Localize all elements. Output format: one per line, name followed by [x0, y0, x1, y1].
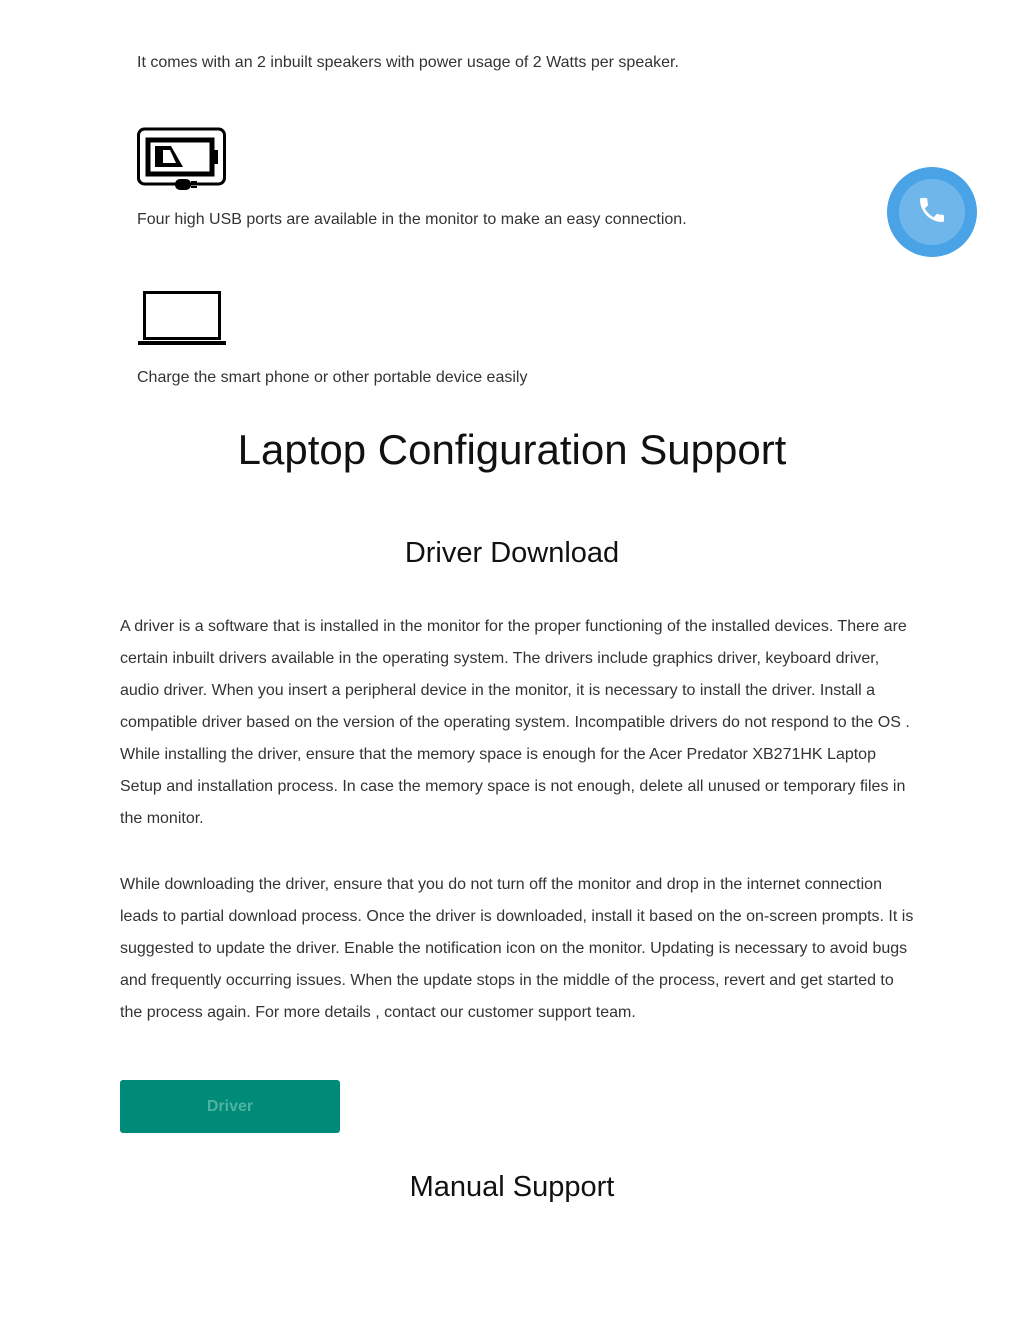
manual-support-heading: Manual Support	[409, 1171, 615, 1203]
feature-charge-text: Charge the smart phone or other portable device easily	[137, 369, 528, 386]
call-button-inner	[899, 179, 965, 245]
feature-usb-text: Four high USB ports are available in the monitor to make an easy connection.	[137, 211, 687, 228]
battery-charging-icon	[137, 127, 227, 198]
driver-button[interactable]: Driver	[120, 1080, 340, 1133]
laptop-icon	[137, 289, 227, 352]
page-title: Laptop Configuration Support	[237, 426, 787, 473]
feature-speakers-text: It comes with an 2 inbuilt speakers with power usage of 2 Watts per speaker.	[137, 54, 679, 71]
driver-paragraph-1: A driver is a software that is installed in the monitor for the proper functioning of the installed devices. There are certain inbuilt drivers available in the operating system. The drivers include graphics driver, keyboard driver, audio driver. When you insert a peripheral device in the monitor, it is necessary to install the driver. Install a compatible driver based on the version of the operating system. Incompatible drivers do not respond to the OS . While installing the driver, ensure that the memory space is enough for the Acer Predator XB271HK Laptop Setup and installation process. In case the memory space is not enough, delete all unused or temporary files in the monitor.	[120, 618, 910, 827]
call-button[interactable]	[887, 167, 977, 257]
driver-download-heading: Driver Download	[404, 537, 620, 569]
phone-icon	[916, 194, 948, 231]
driver-paragraph-2: While downloading the driver, ensure that you do not turn off the monitor and drop in the internet connection leads to partial download process. Once the driver is downloaded, install it based on the on-screen prompts. It is suggested to update the driver. Enable the notification icon on the monitor. Updating is necessary to avoid bugs and frequently occurring issues. When the update stops in the middle of the process, revert and get started to the process again. For more details , contact our customer support team.	[120, 876, 914, 1021]
